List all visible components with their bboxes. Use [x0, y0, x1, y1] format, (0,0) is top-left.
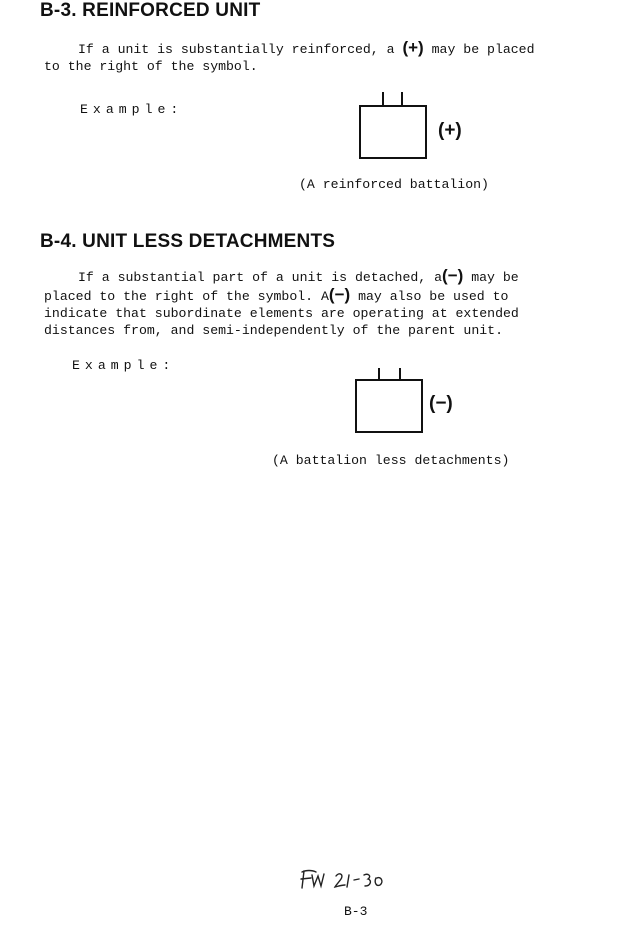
battalion-symbol-less-detachments: [354, 366, 426, 436]
b4-para-line2-pre: placed to the right of the symbol. A: [44, 289, 329, 304]
b4-para-line3: indicate that subordinate elements are operating at extended: [44, 306, 519, 321]
section-b4-paragraph: [44, 267, 519, 339]
reinforced-symbol-inline: (+): [402, 38, 424, 57]
section-b4-heading: B-4. UNIT LESS DETACHMENTS: [40, 231, 336, 252]
section-b3-paragraph: [44, 39, 535, 75]
handwritten-fm-number: [296, 866, 392, 894]
b4-para-line4: distances from, and semi-independently of the parent unit.: [44, 323, 503, 338]
b3-caption: (A reinforced battalion): [299, 177, 489, 192]
battalion-symbol-reinforced: [358, 90, 430, 160]
b3-para-line2: to the right of the symbol.: [44, 59, 258, 74]
b4-para-line1-post: may be: [463, 270, 519, 285]
b3-para-line1-pre: If a unit is substantially reinforced, a: [78, 42, 403, 57]
page-number: B-3: [344, 904, 368, 919]
b4-example-label: Example:: [72, 358, 176, 373]
b4-caption: (A battalion less detachments): [272, 453, 510, 468]
b3-example-label: Example:: [80, 102, 184, 117]
reinforced-modifier: (+): [438, 120, 462, 141]
section-b3-heading: B-3. REINFORCED UNIT: [40, 0, 261, 21]
b3-para-line1-post: may be placed: [423, 42, 535, 57]
b4-para-line1-pre: If a substantial part of a unit is detached, a: [78, 270, 443, 285]
b4-para-line2-post: may also be used to: [350, 289, 509, 304]
detached-symbol-inline-1: (−): [442, 266, 464, 285]
detached-symbol-inline-2: (−): [328, 285, 351, 304]
detached-modifier: (−): [429, 393, 453, 414]
